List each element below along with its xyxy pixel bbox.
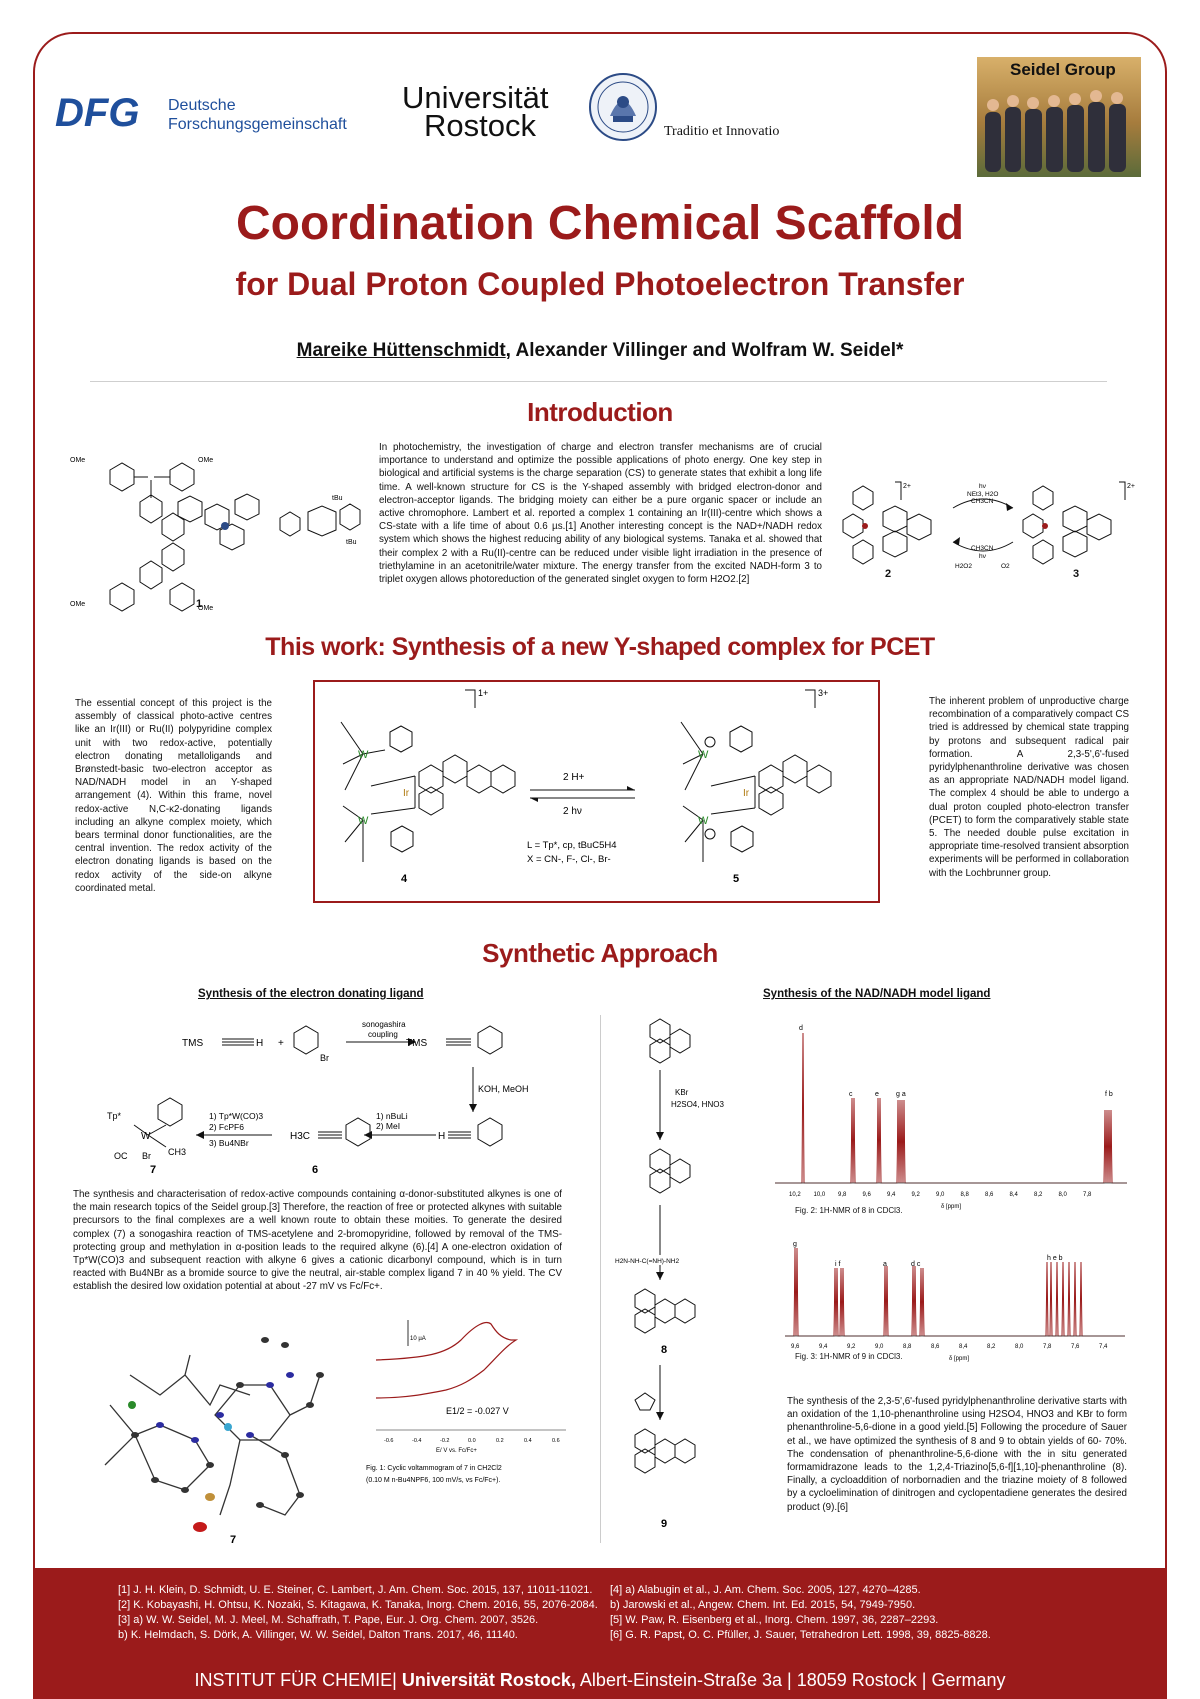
synthetic-heading: Synthetic Approach bbox=[482, 938, 718, 968]
this-work-right-text: The inherent problem of unproductive charge recombination of a comparatively compact CS tried is addressed by chemical state trapping by protons and subsequent radical pair formation. A 2,3-5',6'-fused pyridylphenanthroline derivative was chosen as an appropriate NAD/NADH model ligand. The complex 4 should be able to undergo a dual proton coupled photo-electron transfer (PCET) to form the comparatively stable state 5. The needed double pulse excitation in appropriate time-resolved transient absorption experiments will be performed in collaboration with the Lochbrunner group. bbox=[929, 696, 1129, 879]
arrow-label: hν bbox=[979, 483, 986, 490]
dfg-logo bbox=[55, 91, 160, 135]
references-left bbox=[118, 1583, 598, 1643]
nmr1-tick-label: 9,8 bbox=[838, 1192, 847, 1198]
reference: [4] a) Alabugin et al., J. Am. Chem. Soc. 2005, 127, 4270–4285. bbox=[610, 1584, 921, 1596]
charge-label: 2+ bbox=[1127, 483, 1135, 490]
ome-label: OMe bbox=[198, 605, 214, 612]
compound-7-label: 7 bbox=[150, 1164, 157, 1176]
reagent-label: H2N-NH-C(=NH)-NH2 bbox=[615, 1258, 680, 1265]
reference: [3] a) W. W. Seidel, M. J. Meel, M. Schaffrath, T. Pape, Eur. J. Org. Chem. 2007, 3526. bbox=[118, 1614, 539, 1626]
cv-tick-label: 0.0 bbox=[468, 1438, 476, 1444]
tungsten-atom: W bbox=[698, 815, 709, 827]
tungsten-atom: W bbox=[358, 815, 369, 827]
institute-name: INSTITUT FÜR CHEMIE| bbox=[194, 1670, 397, 1690]
cv-e-half: E1/2 = -0.027 V bbox=[446, 1406, 509, 1416]
ligand-synthesis-text: The synthesis and characterisation of redox-active compounds containing α-donor-substituted alkynes is one of the main research topics of the Seidel group.[3] Therefore, the reaction of free or protected alkynes with suitable precursors to the final complexes are a well known route to obtain these moities. To generate the desired complex (7) a sonogashira reaction of TMS-acetylene and 2-bromopyridine, followed by removal of the TMS-protecting group and methylation in α-position leads to the required alkyne (6).[4] A one-electron oxidation of Tp*W(CO)3 and subsequent reaction with alkyne 6 gives a cationic dicarbonyl compound, which is in turn reacted with Bu4NBr as a bromide source to give the neutral, air-stable complex ligand 7 in 40 % yield. The CV establish the desired low oxidation potential at about -27 mV vs Fc/Fc+. bbox=[73, 1189, 562, 1293]
nad-synthesis-text: The synthesis of the 2,3-5',6'-fused pyridylphenanthroline derivative starts with an oxidation of the 1,10-phenanthroline using H2SO4, HNO3 and KBr to form phenanthroline-5,6-dione in a good yield.[5] Following the procedure of Sauer et al., we have optimized the synthesis of 8 and 9 to obtain yields of 60- 70%. The condensation of phenanthroline-5,6-dione with the in situ generated formamidrazone leads to the 1,2,4-Triazino[5,6-f][1,10]-phenanthroline (8). Finally, a cycloaddition of norbornadien and the triazine moiety of 8 followed by a cycloelimination of dinitrogen and cyclopentadiene generates the desired product (9).[6] bbox=[787, 1396, 1127, 1513]
header-divider bbox=[90, 381, 1107, 382]
nmr1-tick-label: 9,0 bbox=[936, 1192, 945, 1198]
ch3-label: CH3 bbox=[168, 1147, 187, 1157]
charge-label: 2+ bbox=[903, 483, 911, 490]
column-divider bbox=[600, 1015, 601, 1543]
nmr2-tick-label: 8,6 bbox=[931, 1344, 940, 1350]
arrow-label: CH3CN bbox=[971, 545, 994, 552]
reagent-label: 2) MeI bbox=[376, 1121, 401, 1131]
h-label: H bbox=[256, 1038, 264, 1049]
compound-6-label: 6 bbox=[312, 1164, 319, 1176]
reference: b) K. Helmdach, S. Dörk, A. Villinger, W. W. Seidel, Dalton Trans. 2017, 46, 11140. bbox=[118, 1629, 518, 1641]
nmr1-tick-label: 7,8 bbox=[1083, 1192, 1092, 1198]
arrow-label-protons: 2 H+ bbox=[563, 772, 585, 783]
nmr1-tick-label: 10,2 bbox=[789, 1192, 801, 1198]
introduction-heading: Introduction bbox=[527, 397, 673, 427]
nmr1-peak-label: e bbox=[875, 1091, 879, 1098]
cv-scale-label: 10 µA bbox=[410, 1336, 426, 1342]
crystal-structure bbox=[100, 1315, 360, 1546]
w-label: W bbox=[141, 1131, 151, 1142]
references-right bbox=[610, 1583, 1150, 1643]
cv-tick-label: 0.4 bbox=[524, 1438, 532, 1444]
right-subheading: Synthesis of the NAD/NADH model ligand bbox=[763, 988, 991, 1000]
nmr-spectrum-8 bbox=[775, 1018, 1127, 1218]
reagent-label: 2) FcPF6 bbox=[209, 1122, 244, 1132]
nmr1-tick-label: 8,6 bbox=[985, 1192, 994, 1198]
address: Albert-Einstein-Straße 3a | 18059 Rostock | Germany bbox=[575, 1670, 1006, 1690]
nmr1-tick-label: 10,0 bbox=[813, 1192, 826, 1198]
nmr1-peak-label: g a bbox=[896, 1091, 906, 1098]
reference: [5] W. Paw, R. Eisenberg et al., Inorg. Chem. 1997, 36, 2287–2293. bbox=[610, 1614, 939, 1626]
oc-label: OC bbox=[114, 1151, 128, 1161]
nmr2-peak-labels bbox=[793, 1241, 1063, 1268]
methyl-label: H3C bbox=[290, 1131, 311, 1142]
institute-line bbox=[0, 1670, 1200, 1691]
nmr2-tick-label: 8,8 bbox=[903, 1344, 912, 1350]
nmr1-trace bbox=[775, 1033, 1127, 1183]
nmr2-tick-label: 8,4 bbox=[959, 1344, 968, 1350]
iridium-atom: Ir bbox=[743, 788, 750, 799]
scheme-box bbox=[313, 680, 880, 903]
nmr2-tick-label: 9,2 bbox=[847, 1344, 856, 1350]
nmr2-xlabel: δ [ppm] bbox=[949, 1356, 970, 1362]
tungsten-atom: W bbox=[698, 749, 709, 761]
ome-label: OMe bbox=[70, 457, 86, 464]
charge-4: 1+ bbox=[478, 688, 489, 698]
ome-label: OMe bbox=[198, 457, 214, 464]
nmr2-caption: Fig. 3: 1H-NMR of 9 in CDCl3. bbox=[795, 1352, 903, 1361]
cv-caption-2: (0.10 M n-Bu4NPF6, 100 mV/s, vs Fc/Fc+). bbox=[366, 1477, 501, 1484]
reagent-label: sonogashira bbox=[362, 1020, 406, 1029]
nmr2-peak-label: d c bbox=[911, 1261, 921, 1268]
tms-label: TMS bbox=[406, 1038, 428, 1049]
nmr2-tick-label: 9,0 bbox=[875, 1344, 884, 1350]
reagent-label: 1) Tp*W(CO)3 bbox=[209, 1111, 264, 1121]
introduction-text: In photochemistry, the investigation of charge and electron transfer mechanisms are of crucial importance to understand and optimize the possible applications of photo energy. One key step in biological and artificial systems is the charge separation (CS) to generate states that exhibit a long life time. A well-known structure for CS is the Y-shaped assembly with bridged electron-donor and electron-acceptor ligands. The bridging moiety can either be a pure organic spacer or include an active chromophore. Lambert et al. reported a complex 1 containing an Ir(III)-centre which shows a CS-state with a life time of about 0.6 µs.[1] Another interesting concept is the NAD+/NADH redox system which shows the highest reducing ability of any biological systems. Tanaka et al. showed that their complex 2 with a Ru(II)-centre can be reduced under visible light irradiation in the presence of triethylamine in an acetonitrile/water mixture. The energy transfer from the excited NADH-form 3 to triplet oxygen allows photoreduction of the generated singlet oxygen to form H2O2.[2] bbox=[379, 442, 822, 586]
complex-4-5-scheme bbox=[315, 682, 878, 901]
reference: [6] G. R. Papst, O. C. Pfüller, J. Sauer, Tetrahedron Lett. 1998, 39, 8825-8828. bbox=[610, 1629, 991, 1641]
crystal-label: 7 bbox=[230, 1534, 237, 1546]
reference: [1] J. H. Klein, D. Schmidt, U. E. Steiner, C. Lambert, J. Am. Chem. Soc. 2015, 137, 11011-11021. bbox=[118, 1584, 593, 1596]
reagent-label: KOH, MeOH bbox=[478, 1084, 529, 1094]
tms-label: TMS bbox=[182, 1038, 204, 1049]
nmr1-peaks bbox=[775, 1033, 1127, 1183]
dfg-name-line2: Forschungsgemeinschaft bbox=[168, 116, 347, 133]
compound-9-label: 9 bbox=[661, 1518, 668, 1530]
cv-tick-label: -0.6 bbox=[384, 1438, 394, 1444]
this-work-left-text: The essential concept of this project is the assembly of classical photo-active centres like an Ir(III) or Ru(II) polypyridine complex unit with two redox-active, potentially electron donating metalloligands and Brønstedt-basic two-electron acceptor as NAD/NADH model in an Y-shaped arrangement (4). Within this frame, novel redox-active N,C-κ2-donating ligands including an alkyne complex moiety, which bears terminal donor functionalities, are the central invention. The redox activity of the electron donating ligands is based on the redox activity of the side-on alkyne coordinated metal. bbox=[75, 698, 272, 894]
ligand-legend: L = Tp*, cp, tBuC5H4 bbox=[527, 840, 617, 851]
reagent-label: KBr bbox=[675, 1088, 689, 1097]
reference: b) Jarowski et al., Angew. Chem. Int. Ed. 2015, 54, 7949-7950. bbox=[610, 1599, 916, 1611]
cv-tick-label: 0.6 bbox=[552, 1438, 560, 1444]
nmr2-peak-label: a bbox=[883, 1261, 887, 1268]
nmr1-tick-label: 8,2 bbox=[1034, 1192, 1043, 1198]
nmr2-peak-label: g bbox=[793, 1241, 797, 1248]
nmr1-ticks bbox=[789, 1192, 1092, 1198]
dfg-name bbox=[168, 96, 347, 134]
nmr1-peak-label: c bbox=[849, 1091, 853, 1098]
nmr2-tick-label: 7,4 bbox=[1099, 1344, 1108, 1350]
tbu-label: tBu bbox=[346, 539, 357, 546]
arrow-label: H2O2 bbox=[955, 563, 972, 570]
reagent-label: H2SO4, HNO3 bbox=[671, 1100, 724, 1109]
reagent-label: coupling bbox=[368, 1030, 398, 1039]
author-list bbox=[0, 340, 1200, 362]
arrow-label: hν bbox=[979, 553, 986, 560]
complex-5-label: 5 bbox=[733, 873, 740, 885]
group-label: Seidel Group bbox=[1010, 60, 1116, 79]
nmr1-tick-label: 9,6 bbox=[862, 1192, 871, 1198]
tbu-label: tBu bbox=[332, 495, 343, 502]
poster-title: Coordination Chemical Scaffold bbox=[235, 197, 965, 250]
left-subheading: Synthesis of the electron donating ligand bbox=[198, 988, 424, 1000]
co-authors: , Alexander Villinger and Wolfram W. Seidel* bbox=[505, 340, 904, 361]
anion-legend: X = CN-, F-, Cl-, Br- bbox=[527, 854, 611, 865]
nmr2-peak-label: h e b bbox=[1047, 1255, 1063, 1262]
ome-label: OMe bbox=[70, 601, 86, 608]
cv-caption: Fig. 1: Cyclic voltammogram of 7 in CH2Cl2 bbox=[366, 1465, 502, 1472]
dfg-logo-text: DFG bbox=[55, 91, 140, 135]
compound-1-label: 1 bbox=[196, 598, 203, 610]
nmr1-peak-labels bbox=[799, 1025, 1113, 1098]
arrow-label: NEt3, H2O bbox=[967, 491, 999, 498]
poster-subtitle: for Dual Proton Coupled Photoelectron Transfer bbox=[235, 266, 965, 302]
nmr2-tick-label: 9,6 bbox=[791, 1344, 800, 1350]
br-label: Br bbox=[142, 1151, 151, 1161]
reagent-label: 3) Bu4NBr bbox=[209, 1138, 249, 1148]
ligand-synthesis-scheme bbox=[76, 1007, 546, 1187]
arrow-label: CH3CN bbox=[971, 498, 994, 505]
compound-2-label: 2 bbox=[885, 568, 892, 580]
cv-xlabel: E/ V vs. Fc/Fc+ bbox=[436, 1448, 477, 1454]
university-line1: Universität bbox=[402, 80, 549, 115]
nmr1-xlabel: δ [ppm] bbox=[941, 1204, 962, 1210]
this-work-heading: This work: Synthesis of a new Y-shaped complex for PCET bbox=[265, 633, 935, 661]
nmr2-peak-label: i f bbox=[835, 1261, 841, 1268]
nmr2-tick-label: 7,8 bbox=[1043, 1344, 1052, 1350]
compound-2-3-scheme bbox=[833, 482, 1133, 576]
nad-ligand-route bbox=[615, 1015, 765, 1545]
nmr-spectrum-9 bbox=[785, 1236, 1125, 1366]
nmr1-tick-label: 8,0 bbox=[1058, 1192, 1067, 1198]
cyclic-voltammogram bbox=[366, 1310, 576, 1485]
cv-tick-label: 0.2 bbox=[496, 1438, 504, 1444]
nmr1-caption: Fig. 2: 1H-NMR of 8 in CDCl3. bbox=[795, 1206, 903, 1215]
nmr2-tick-label: 8,2 bbox=[987, 1344, 996, 1350]
presenting-author: Mareike Hüttenschmidt bbox=[296, 340, 506, 361]
nmr2-tick-label: 8,0 bbox=[1015, 1344, 1024, 1350]
nmr1-tick-label: 9,2 bbox=[911, 1192, 920, 1198]
university-footer: Universität Rostock, bbox=[401, 1670, 576, 1690]
compound-8-label: 8 bbox=[661, 1344, 668, 1356]
university-name bbox=[402, 80, 549, 143]
arrow-label-light: 2 hν bbox=[563, 806, 582, 817]
tungsten-atom: W bbox=[358, 749, 369, 761]
university-seal-icon bbox=[588, 72, 658, 142]
nmr1-tick-label: 9,4 bbox=[887, 1192, 896, 1198]
cv-ticks bbox=[384, 1438, 560, 1444]
cv-tick-label: -0.2 bbox=[440, 1438, 450, 1444]
plus-label: + bbox=[278, 1038, 284, 1049]
nmr2-tick-label: 9,4 bbox=[819, 1344, 828, 1350]
br-label: Br bbox=[320, 1053, 329, 1063]
cv-tick-label: -0.4 bbox=[412, 1438, 422, 1444]
reference: [2] K. Kobayashi, H. Ohtsu, K. Nozaki, S. Kitagawa, K. Tanaka, Inorg. Chem. 2016, 55, 2076-2084. bbox=[118, 1599, 598, 1611]
nmr1-peak-label: f b bbox=[1105, 1091, 1113, 1098]
nmr1-tick-label: 8,4 bbox=[1009, 1192, 1018, 1198]
arrow-label: O2 bbox=[1001, 563, 1010, 570]
complex-4-label: 4 bbox=[401, 873, 408, 885]
university-line2: Rostock bbox=[424, 108, 536, 143]
tp-label: Tp* bbox=[107, 1111, 122, 1121]
compound-1-structure bbox=[70, 440, 360, 618]
iridium-atom: Ir bbox=[403, 788, 410, 799]
reagent-label: 1) nBuLi bbox=[376, 1111, 408, 1121]
dfg-name-line1: Deutsche bbox=[168, 97, 236, 114]
nmr1-peak-label: d bbox=[799, 1025, 803, 1032]
nmr1-tick-label: 8,8 bbox=[960, 1192, 969, 1198]
compound-3-label: 3 bbox=[1073, 568, 1080, 580]
nmr2-tick-label: 7,6 bbox=[1071, 1344, 1080, 1350]
university-motto: Traditio et Innovatio bbox=[664, 124, 780, 139]
charge-5: 3+ bbox=[818, 688, 829, 698]
h-label: H bbox=[438, 1131, 446, 1142]
nmr2-ticks bbox=[791, 1344, 1108, 1350]
